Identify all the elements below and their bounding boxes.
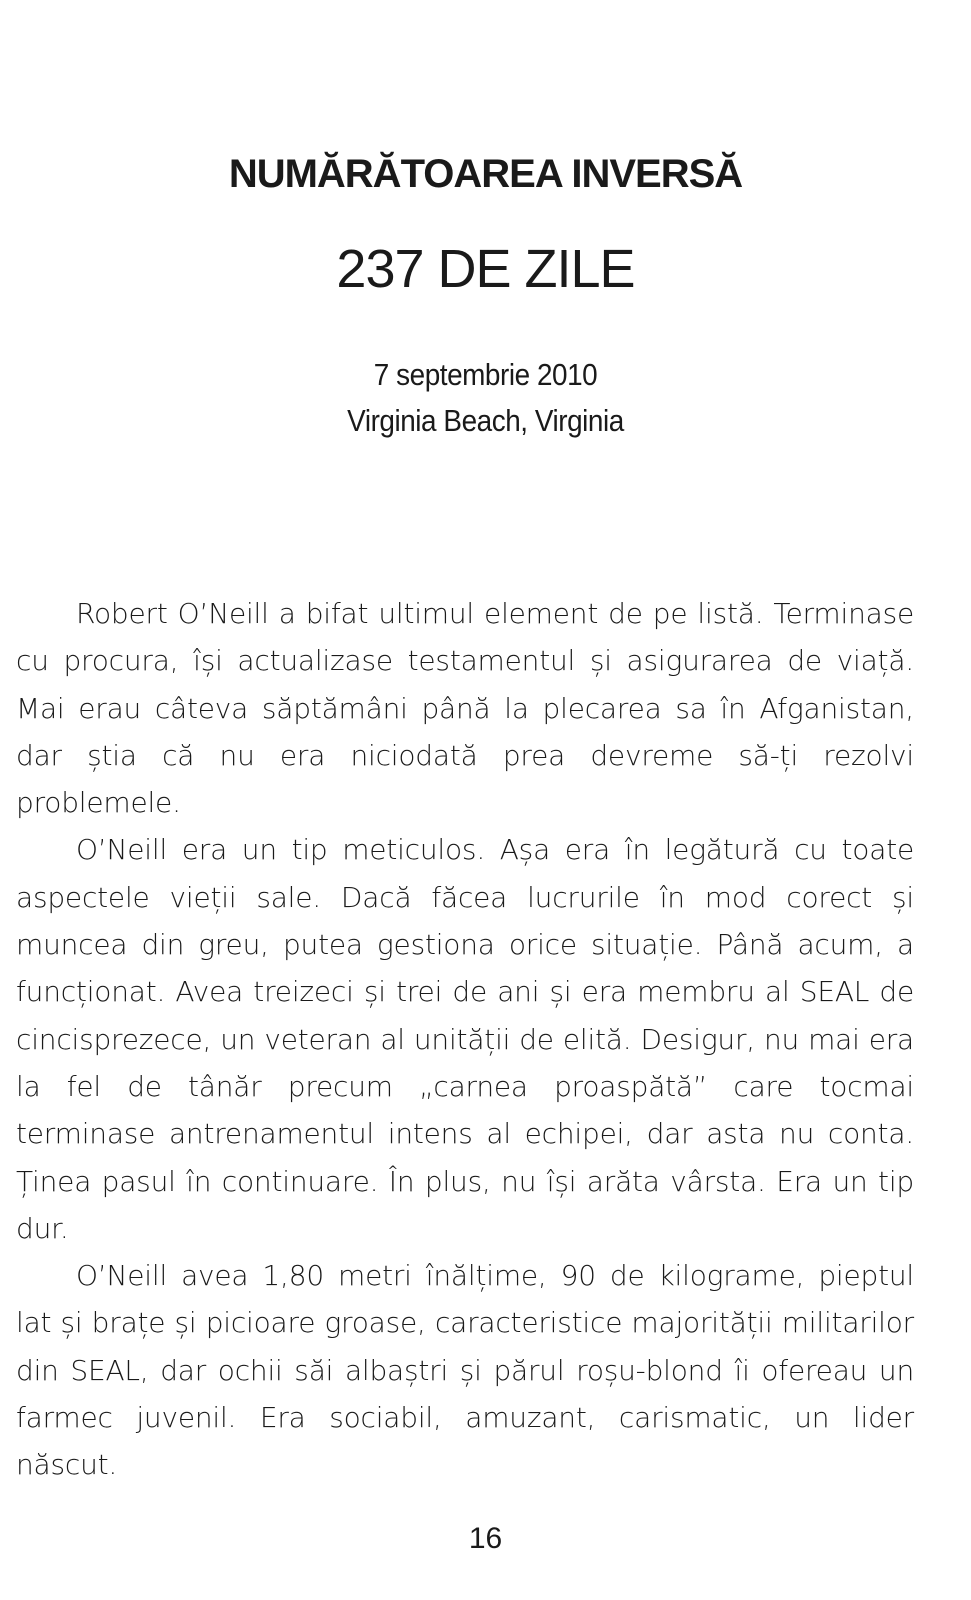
days-countdown-title: 237 DE ZILE (336, 239, 635, 299)
page-number: 16 (468, 1522, 503, 1555)
body-text (16, 590, 914, 1489)
paragraph: O’Neill avea 1,80 metri înălțime, 90 de kilograme, pieptul lat și brațe și picioare groase, caracteristice majorității militarilor din SEAL, dar ochii săi albaștri și părul roșu-blond îi ofereau un farmec juvenil. Era sociabil, amuzant, carismatic, un lider născut. (16, 1259, 914, 1482)
paragraph: Robert O’Neill a bifat ultimul element de pe listă. Terminase cu procura, își actualizase testamentul și asigurarea de viață. Mai erau câteva săptămâni până la plecarea sa în Afganistan, dar știa că nu era niciodată prea devreme să-ți rezolvi problemele. (16, 597, 914, 820)
section-heading: NUMĂRĂTOAREA INVERSĂ (228, 152, 743, 196)
location-text: Virginia Beach, Virginia (347, 403, 624, 438)
date-text: 7 septembrie 2010 (373, 357, 598, 392)
paragraph: O’Neill era un tip meticulos. Așa era în legătură cu toate aspectele vieții sale. Dacă făcea lucrurile în mod corect și muncea din greu, putea gestiona orice situație. Până acum, a funcționat. Avea treizeci și trei de ani și era membru al SEAL de cincisprezece, un veteran al unității de elită. Desigur, nu mai era la fel de tânăr precum „carnea proaspătă” care tocmai terminase antrenamentul intens al echipei, dar asta nu conta. Ținea pasul în continuare. În plus, nu își arăta vârsta. Era un tip dur. (16, 833, 914, 1245)
dateline (49, 352, 923, 444)
